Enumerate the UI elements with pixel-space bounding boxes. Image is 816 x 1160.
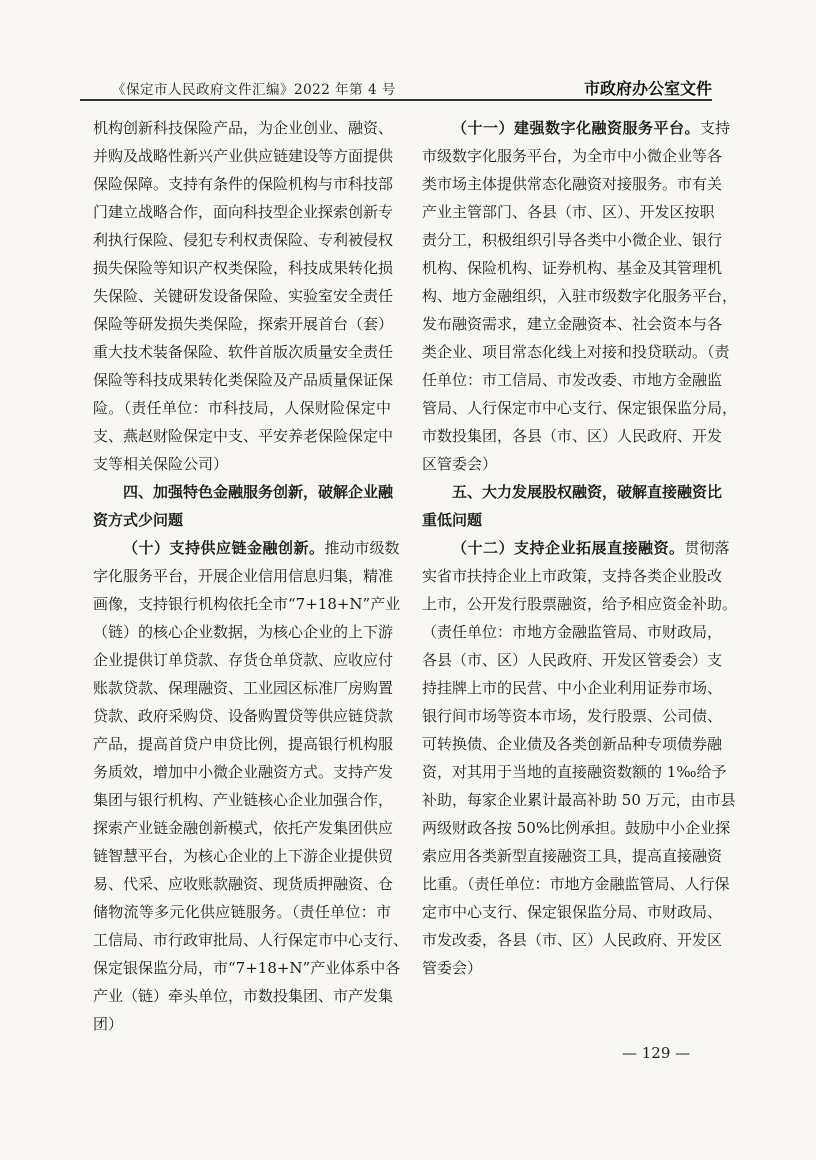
text-line: 画像，支持银行机构依托全市“7+18+N”产业 (93, 595, 401, 613)
text-line: 市数投集团，各县（市、区）人民政府、开发 (422, 427, 723, 445)
text-line: 市发改委，各县（市、区）人民政府、开发区 (422, 931, 723, 949)
text-line: 险。（责任单位：市科技局，人保财险保定中 (93, 399, 391, 417)
text-line: 保定银保监分局，市“7+18+N”产业体系中各 (93, 959, 401, 977)
text-line: 资，对其用于当地的直接融资数额的 1‰给予 (422, 763, 727, 781)
text-line: 机构创新科技保险产品，为企业创业、融资、 (93, 119, 394, 137)
text-line: 产业（链）牵头单位，市数投集团、市产发集 (93, 987, 394, 1005)
text-line: 比重。（责任单位：市地方金融监管局、人行保 (422, 875, 730, 893)
text-line: 持挂牌上市的民营、中小企业利用证券市场、 (422, 679, 723, 697)
text-line: 任单位：市工信局、市发改委、市地方金融监 (422, 371, 723, 389)
text-line: 可转换债、企业债及各类创新品种专项债券融 (422, 735, 723, 753)
text-line: 产业主管部门、各县（市、区）、开发区按职 (422, 203, 715, 221)
text-line: 发布融资需求，建立金融资本、社会资本与各 (422, 315, 723, 333)
text-line: 资方式少问题 (93, 511, 184, 529)
text-line: 实省市扶持企业上市政策，支持各类企业股改 (422, 567, 723, 585)
line-text: 支持 (700, 119, 731, 137)
text-line: （链）的核心企业数据，为核心企业的上下游 (93, 623, 394, 641)
text-line: 上市，公开发行股票融资，给予相应资金补助。 (422, 595, 738, 613)
text-line: 两级财政各按 50%比例承担。鼓励中小企业探 (422, 819, 731, 837)
text-line: 构、地方金融组织，入驻市级数字化服务平台， (422, 287, 738, 305)
text-line: 机构、保险机构、证券机构、基金及其管理机 (422, 259, 723, 277)
text-line: 利执行保险、侵犯专利权责保险、专利被侵权 (93, 231, 394, 249)
text-line: 储物流等多元化供应链服务。（责任单位：市 (93, 903, 391, 921)
text-line: 账款贷款、保理融资、工业园区标准厂房购置 (93, 679, 394, 697)
paragraph (93, 114, 394, 478)
item-subtitle: （十二）支持企业拓展直接融资。 (452, 539, 685, 557)
text-line: 失保险、关键研发设备保险、实验室安全责任 (93, 287, 394, 305)
text-line: 务质效，增加中小微企业融资方式。支持产发 (93, 763, 394, 781)
text-line: 贷款、政府采购贷、设备购置贷等供应链贷款 (93, 707, 394, 725)
item-subtitle: （十）支持供应链金融创新。 (123, 539, 325, 557)
paragraph (422, 534, 738, 982)
text-line: 链智慧平台，为核心企业的上下游企业提供贸 (93, 847, 394, 865)
text-line: 团） (93, 1015, 124, 1033)
running-header-section: 市政府办公室文件 (584, 79, 713, 98)
running-header-publication: 《保定市人民政府文件汇编》2022 年第 4 号 (112, 82, 396, 98)
text-line: 损失保险等知识产权类保险，科技成果转化损 (93, 259, 394, 277)
text-line: 市级数字化服务平台，为全市中小微企业等各 (422, 147, 723, 165)
text-line: 工信局、市行政审批局、人行保定市中心支行、 (93, 931, 409, 949)
text-line: （责任单位：市地方金融监管局、市财政局， (422, 623, 723, 641)
text-line: 类企业、项目常态化线上对接和投贷联动。（责 (422, 343, 730, 361)
text-line: 易、代采、应收账款融资、现货质押融资、仓 (93, 875, 394, 893)
text-line: 区管委会） (422, 455, 498, 473)
text-line: 管局、人行保定市中心支行、保定银保监分局， (422, 399, 738, 417)
text-line: 并购及战略性新兴产业供应链建设等方面提供 (93, 147, 394, 165)
paragraph (422, 114, 738, 478)
text-line: 四、加强特色金融服务创新，破解企业融 (123, 483, 394, 501)
text-line: 支、燕赵财险保定中支、平安养老保险保定中 (93, 427, 394, 445)
text-line: 管委会） (422, 959, 483, 977)
text-line: 保险等研发损失类保险，探索开展首台（套） (93, 315, 394, 333)
right-column (422, 114, 738, 982)
line-text: 推动市级数 (324, 539, 400, 557)
text-line: 类市场主体提供常态化融资对接服务。市有关 (422, 175, 723, 193)
text-line: 集团与银行机构、产业链核心企业加强合作， (93, 791, 394, 809)
text-line: 保险等科技成果转化类保险及产品质量保证保 (93, 371, 394, 389)
section-heading (93, 478, 394, 534)
line-text: 贯彻落 (684, 539, 730, 557)
text-line: 探索产业链金融创新模式，依托产发集团供应 (93, 819, 394, 837)
text-line: 重大技术装备保险、软件首版次质量安全责任 (93, 343, 394, 361)
text-line: 银行间市场等资本市场，发行股票、公司债、 (422, 707, 723, 725)
text-line: 责分工，积极组织引导各类中小微企业、银行 (422, 231, 723, 249)
item-subtitle: （十一）建强数字化融资服务平台。 (452, 119, 701, 137)
text-line: 支等相关保险公司） (93, 455, 229, 473)
text-line (422, 534, 730, 562)
paragraph (93, 534, 409, 1038)
text-line: 五、大力发展股权融资，破解直接融资比 (452, 483, 723, 501)
text-line: 产品，提高首贷户申贷比例，提高银行机构服 (93, 735, 394, 753)
text-line: 字化服务平台，开展企业信用信息归集，精准 (93, 567, 394, 585)
text-line (422, 114, 731, 142)
header-rule (80, 99, 712, 101)
page-number: — 129 — (622, 1044, 691, 1062)
text-line: 索应用各类新型直接融资工具，提高直接融资 (422, 847, 723, 865)
text-line: 各县（市、区）人民政府、开发区管委会）支 (422, 651, 723, 669)
text-line: 定市中心支行、保定银保监分局、市财政局、 (422, 903, 723, 921)
text-line: 门建立战略合作，面向科技型企业探索创新专 (93, 203, 394, 221)
left-column (93, 114, 409, 1038)
text-line (93, 534, 400, 562)
section-heading (422, 478, 723, 534)
text-line: 企业提供订单贷款、存货仓单贷款、应收应付 (93, 651, 394, 669)
text-line: 保险保障。支持有条件的保险机构与市科技部 (93, 175, 394, 193)
text-line: 补助，每家企业累计最高补助 50 万元，由市县 (422, 791, 736, 809)
text-line: 重低问题 (422, 511, 483, 529)
